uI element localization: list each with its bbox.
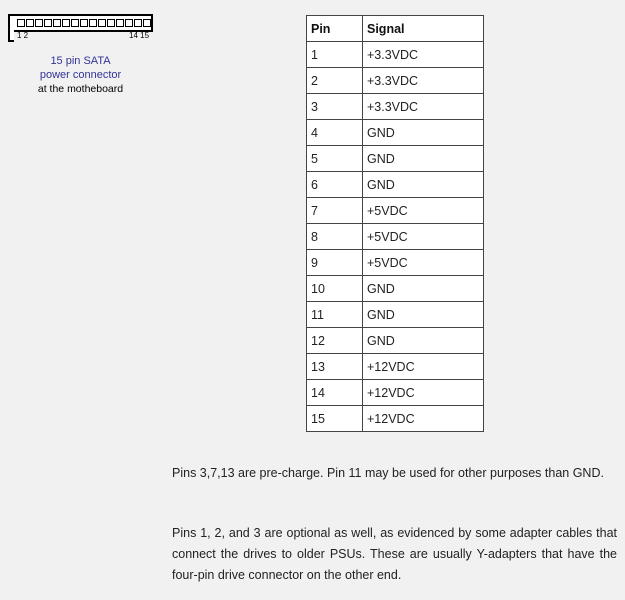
cell-pin: 14 bbox=[307, 380, 363, 406]
pin-number-right: 14 15 bbox=[129, 31, 150, 40]
table-row bbox=[307, 276, 484, 302]
connector-pin bbox=[35, 19, 43, 27]
cell-signal: GND bbox=[363, 120, 484, 146]
table-row bbox=[307, 120, 484, 146]
connector-pin bbox=[89, 19, 97, 27]
cell-pin: 5 bbox=[307, 146, 363, 172]
table-row bbox=[307, 380, 484, 406]
cell-pin: 9 bbox=[307, 250, 363, 276]
connector-pin bbox=[107, 19, 115, 27]
paragraph-precharge: Pins 3,7,13 are pre-charge. Pin 11 may be used for other purposes than GND. bbox=[172, 466, 604, 480]
caption-line-3: at the motheboard bbox=[37, 83, 124, 95]
table-row bbox=[307, 354, 484, 380]
connector-pin bbox=[26, 19, 34, 27]
table-body bbox=[307, 42, 484, 432]
table-row bbox=[307, 224, 484, 250]
table-row bbox=[307, 172, 484, 198]
table-row bbox=[307, 328, 484, 354]
connector-key-notch bbox=[8, 28, 14, 42]
header-pin: Pin bbox=[307, 16, 363, 42]
table-row bbox=[307, 94, 484, 120]
connector-pin bbox=[62, 19, 70, 27]
table-row bbox=[307, 406, 484, 432]
table-row bbox=[307, 198, 484, 224]
table-header-row bbox=[307, 16, 484, 42]
cell-signal: GND bbox=[363, 172, 484, 198]
table-row bbox=[307, 42, 484, 68]
cell-pin: 4 bbox=[307, 120, 363, 146]
table-row bbox=[307, 146, 484, 172]
connector-pin bbox=[44, 19, 52, 27]
cell-signal: +5VDC bbox=[363, 198, 484, 224]
cell-pin: 13 bbox=[307, 354, 363, 380]
table-row bbox=[307, 68, 484, 94]
cell-pin: 6 bbox=[307, 172, 363, 198]
paragraph-optional-pins: Pins 1, 2, and 3 are optional as well, as evidenced by some adapter cables that connect the drives to older PSUs. These are usually Y-adapters that have the four-pin drive connector on the other end. bbox=[172, 526, 617, 582]
connector-pin bbox=[53, 19, 61, 27]
cell-pin: 2 bbox=[307, 68, 363, 94]
cell-signal: GND bbox=[363, 276, 484, 302]
cell-signal: +3.3VDC bbox=[363, 94, 484, 120]
cell-signal: +3.3VDC bbox=[363, 68, 484, 94]
caption-line-2: power connector bbox=[39, 69, 122, 81]
cell-signal: +3.3VDC bbox=[363, 42, 484, 68]
cell-pin: 3 bbox=[307, 94, 363, 120]
connector-pin bbox=[80, 19, 88, 27]
cell-signal: GND bbox=[363, 328, 484, 354]
cell-signal: +5VDC bbox=[363, 250, 484, 276]
cell-pin: 1 bbox=[307, 42, 363, 68]
cell-pin: 11 bbox=[307, 302, 363, 328]
cell-pin: 8 bbox=[307, 224, 363, 250]
cell-pin: 15 bbox=[307, 406, 363, 432]
connector-caption bbox=[8, 54, 153, 96]
cell-signal: +12VDC bbox=[363, 354, 484, 380]
connector-pin bbox=[143, 19, 151, 27]
connector-pin bbox=[17, 19, 25, 27]
connector-pin bbox=[116, 19, 124, 27]
connector-pin bbox=[71, 19, 79, 27]
cell-signal: +12VDC bbox=[363, 380, 484, 406]
cell-signal: +5VDC bbox=[363, 224, 484, 250]
table-row bbox=[307, 250, 484, 276]
cell-pin: 10 bbox=[307, 276, 363, 302]
cell-pin: 12 bbox=[307, 328, 363, 354]
cell-pin: 7 bbox=[307, 198, 363, 224]
pin-number-left: 1 2 bbox=[17, 31, 29, 40]
header-signal: Signal bbox=[363, 16, 484, 42]
cell-signal: GND bbox=[363, 146, 484, 172]
connector-pin bbox=[125, 19, 133, 27]
cell-signal: GND bbox=[363, 302, 484, 328]
pinout-table bbox=[306, 15, 484, 432]
caption-line-1: 15 pin SATA bbox=[50, 55, 111, 67]
connector-pin bbox=[134, 19, 142, 27]
table-row bbox=[307, 302, 484, 328]
cell-signal: +12VDC bbox=[363, 406, 484, 432]
connector-pin bbox=[98, 19, 106, 27]
connector-pin-row bbox=[17, 19, 151, 27]
connector-body bbox=[8, 14, 153, 32]
